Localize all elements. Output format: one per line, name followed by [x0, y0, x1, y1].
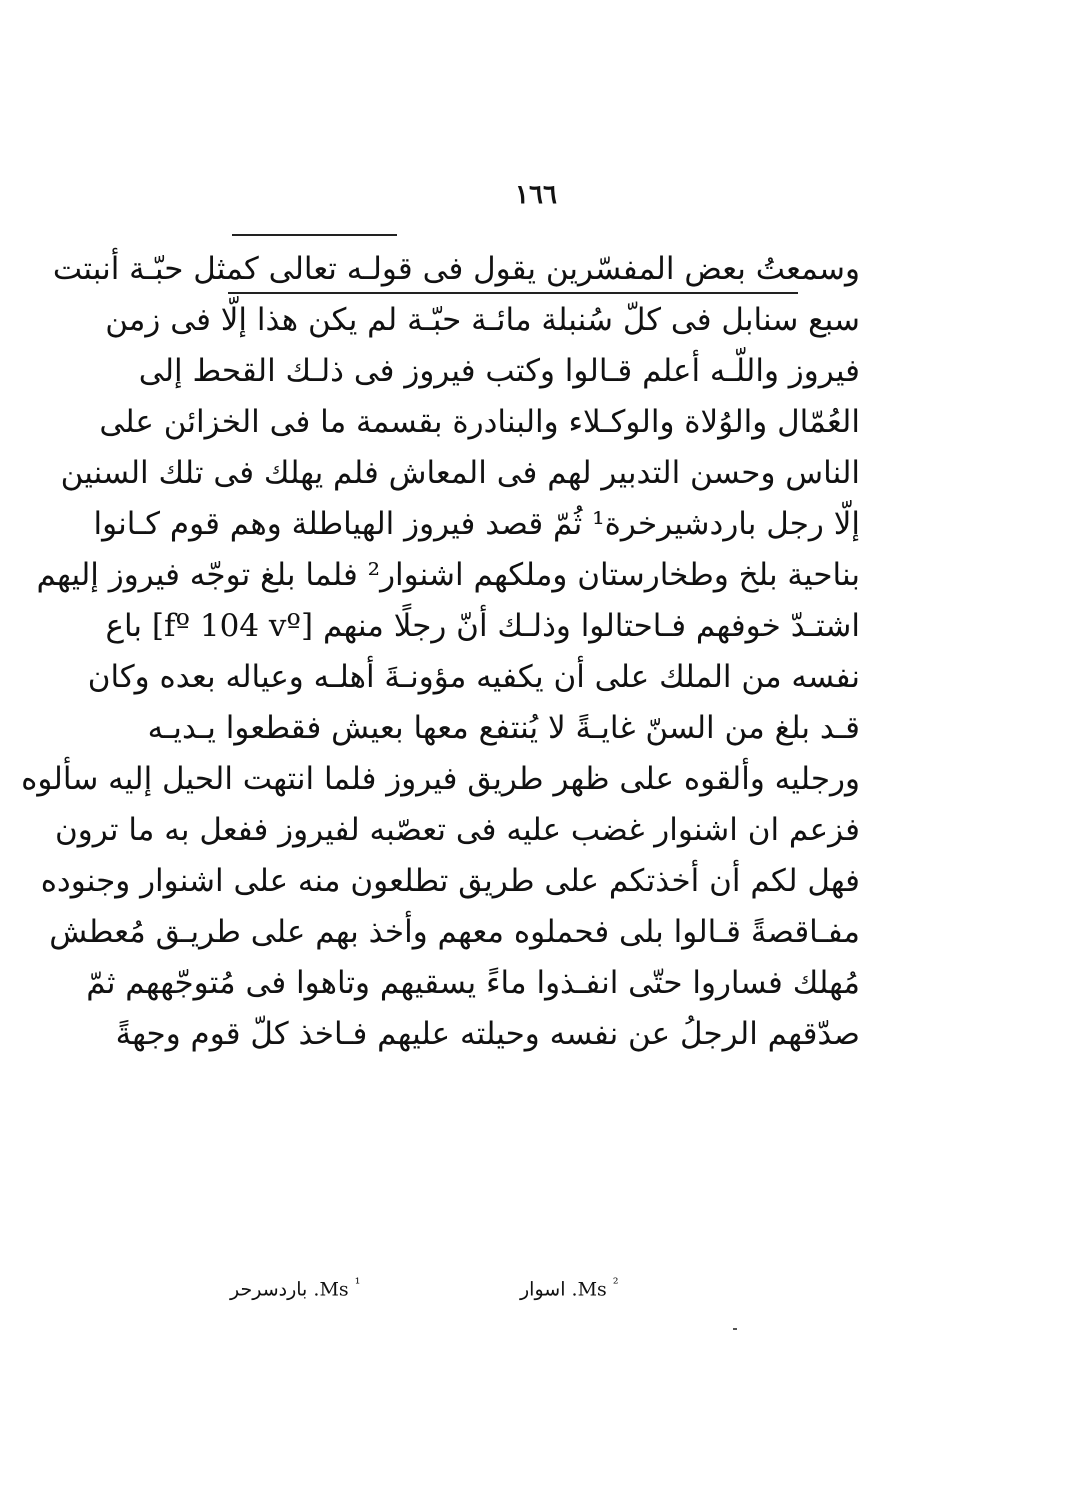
- text-line: قـد بلغ من السنّ غايـةً لا يُنتفع معها بعيش فقطعوا يـديـه: [147, 710, 860, 746]
- page-number: ١٦٦: [515, 180, 557, 210]
- text-line: فزعم ان اشنوار غضب عليه فى تعصّبه لفيروز ففعل به ما ترون: [55, 812, 860, 848]
- footnote-text: Ms. باردسرحر: [230, 1278, 349, 1301]
- footnotes: [230, 1276, 680, 1310]
- footnote-mark: ¹: [354, 1276, 361, 1292]
- text-line: اشتـدّ خوفهم فـاحتالوا وذلـك أنّ رجلًا منهم [fº 104 vº] باع: [105, 608, 860, 644]
- text-line: سبع سنابل فى كلّ سُنبلة مائـة حبّـة لم يكن هذا إلّا فى زمن: [105, 302, 860, 338]
- footnote-1: [230, 1276, 360, 1300]
- footnote-mark: ²: [612, 1276, 619, 1292]
- text-line: بناحية بلخ وطخارستان وملكهم اشنوار² فلما بلغ توجّه فيروز إليهم: [36, 557, 860, 593]
- text-line: إلّا رجل باردشيرخرة¹ ثُمّ قصد فيروز الهياطلة وهم قوم كـانوا: [93, 506, 860, 542]
- footnote-2: [520, 1276, 618, 1300]
- text-line: نفسه من الملك على أن يكفيه مؤونـةَ أهلـه وعياله بعده وكان: [87, 659, 860, 695]
- footnote-text: Ms. اسوار: [520, 1278, 607, 1301]
- text-line: صدّقهم الرجلُ عن نفسه وحيلته عليهم فـاخذ كلّ قوم وجهةً: [115, 1016, 860, 1052]
- text-line: العُمّال والوُلاة والوكـلاء والبنادرة بقسمة ما فى الخزائن على: [99, 404, 860, 440]
- text-line: مفـاقصةً قـالوا بلى فحملوه معهم وأخذ بهم على طريـق مُعطش: [49, 914, 860, 950]
- body-text: [21, 244, 860, 1060]
- header-rule: [232, 234, 397, 236]
- print-speck: [733, 1328, 737, 1330]
- text-line: مُهلك فساروا حتّى انفـذوا ماءً يسقيهم وتاهوا فى مُتوجّههم ثمّ: [86, 965, 860, 1001]
- text-line: فهل لكم أن أخذتكم على طريق تطلعون منه على اشنوار وجنوده: [40, 863, 860, 899]
- text-line: فيروز واللّـه أعلم قـالوا وكتب فيروز فى ذلـك القحط إلى: [138, 353, 860, 389]
- text-line: وسمعتُ بعض المفسّرين يقول فى قولـه تعالى كمثل حبّـة أنبتت: [52, 251, 860, 287]
- text-line: الناس وحسن التدبير لهم فى المعاش فلم يهلك فى تلك السنين: [60, 455, 860, 491]
- text-line: ورجليه وألقوه على ظهر طريق فيروز فلما انتهت الحيل إليه سألوه: [21, 761, 860, 797]
